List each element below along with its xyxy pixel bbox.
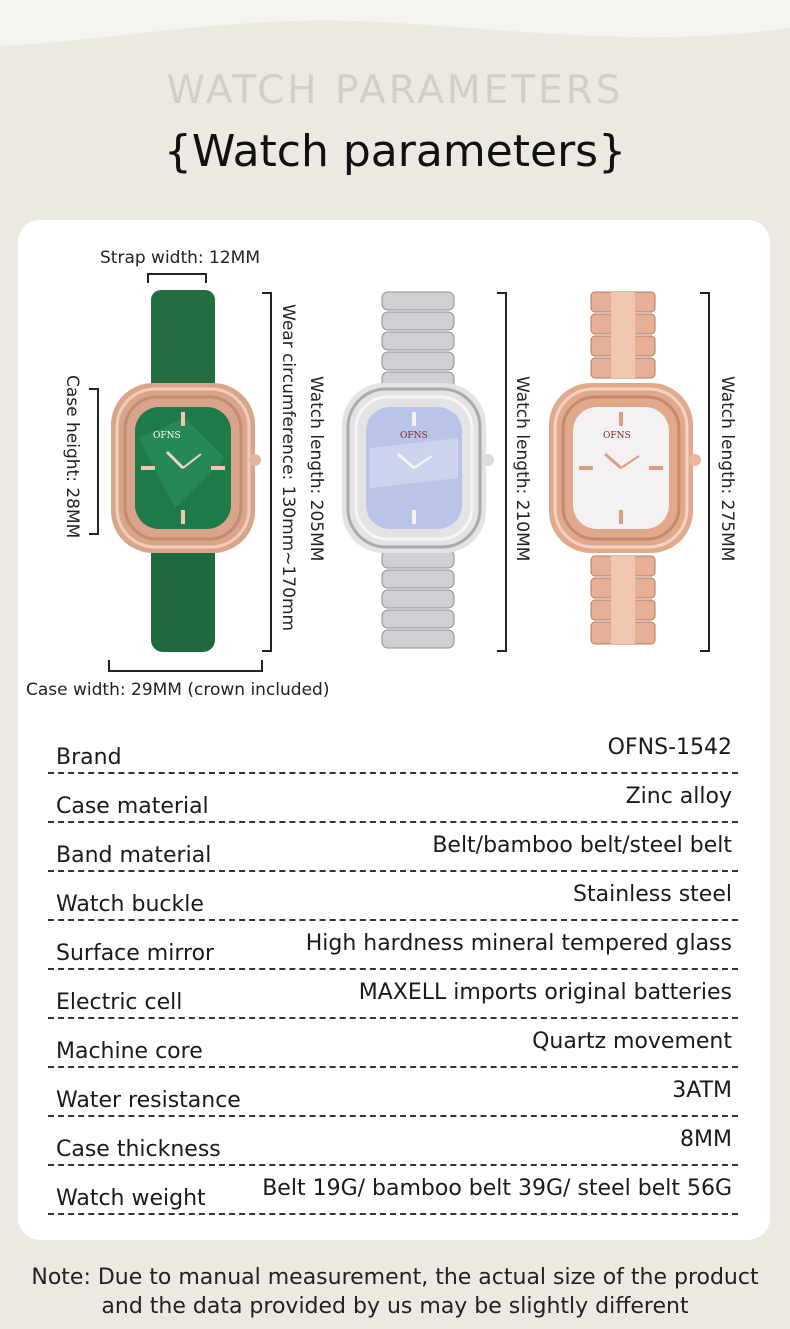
- silver-watch-length-label: Watch length: 210MM: [512, 376, 532, 562]
- strap-width-tick-right: [205, 273, 207, 283]
- spec-label: Case thickness: [56, 1137, 221, 1162]
- background-title: WATCH PARAMETERS: [166, 68, 624, 113]
- spec-label: Watch weight: [56, 1186, 206, 1211]
- spec-value: Belt 19G/ bamboo belt 39G/ steel belt 56G: [262, 1176, 732, 1201]
- case-width-tick-right: [261, 660, 263, 672]
- wear-circumference-line: [270, 292, 272, 652]
- spec-row-brand: [48, 725, 738, 774]
- page-title: {Watch parameters}: [163, 126, 627, 177]
- silver-tick-top: [497, 292, 507, 294]
- green-watch-length-label: Watch length: 205MM: [306, 376, 326, 562]
- case-height-label: Case height: 28MM: [62, 375, 82, 539]
- case-height-line: [97, 388, 99, 535]
- silver-tick-bottom: [497, 650, 507, 652]
- dial-logo: OFNS: [603, 431, 631, 441]
- spec-row-watch-buckle: [48, 872, 738, 921]
- case-height-tick-top: [89, 388, 99, 390]
- case-width-tick-left: [108, 660, 110, 672]
- spec-label: Water resistance: [56, 1088, 241, 1113]
- spec-value: High hardness mineral tempered glass: [305, 931, 732, 956]
- spec-row-case-material: [48, 774, 738, 823]
- spec-value: Stainless steel: [573, 882, 732, 907]
- top-wave-decoration: [0, 0, 790, 60]
- silver-steel-watch-image: [338, 288, 498, 656]
- spec-value: Quartz movement: [532, 1029, 732, 1054]
- rose-watch-length-label: Watch length: 275MM: [717, 376, 737, 562]
- spec-label: Electric cell: [56, 990, 183, 1015]
- rose-length-line: [708, 292, 710, 652]
- measurement-note: [0, 1263, 790, 1321]
- spec-label: Watch buckle: [56, 892, 204, 917]
- spec-row-band-material: [48, 823, 738, 872]
- dial-logo: OFNS: [153, 431, 181, 441]
- spec-row-water-resistance: [48, 1068, 738, 1117]
- spec-label: Surface mirror: [56, 941, 215, 966]
- spec-value: 8MM: [680, 1127, 732, 1152]
- spec-value: OFNS-1542: [607, 735, 732, 760]
- specs-table: [48, 725, 738, 1215]
- strap-width-tick-left: [147, 273, 149, 283]
- case-width-line: [108, 670, 263, 672]
- strap-width-label: Strap width: 12MM: [100, 248, 261, 268]
- green-leather-watch-image: [105, 288, 265, 656]
- spec-row-case-thickness: [48, 1117, 738, 1166]
- spec-label: Brand: [56, 745, 122, 770]
- spec-value: 3ATM: [672, 1078, 732, 1103]
- wear-circumference-label: Wear circumference: 130mm~170mm: [278, 304, 298, 632]
- spec-row-watch-weight: [48, 1166, 738, 1215]
- silver-length-line: [505, 292, 507, 652]
- dial-logo: OFNS: [400, 431, 428, 441]
- note-line-1: Note: Due to manual measurement, the actual size of the product: [31, 1265, 759, 1290]
- note-line-2: and the data provided by us may be slightly different: [101, 1294, 689, 1319]
- case-width-label: Case width: 29MM (crown included): [26, 680, 330, 700]
- spec-row-electric-cell: [48, 970, 738, 1019]
- case-height-tick-bottom: [89, 533, 99, 535]
- spec-value: Belt/bamboo belt/steel belt: [432, 833, 732, 858]
- spec-label: Case material: [56, 794, 209, 819]
- spec-row-surface-mirror: [48, 921, 738, 970]
- spec-row-machine-core: [48, 1019, 738, 1068]
- rose-gold-watch-image: [543, 288, 703, 656]
- spec-label: Machine core: [56, 1039, 203, 1064]
- spec-value: MAXELL imports original batteries: [358, 980, 732, 1005]
- strap-width-line: [147, 273, 207, 275]
- spec-value: Zinc alloy: [625, 784, 732, 809]
- spec-label: Band material: [56, 843, 212, 868]
